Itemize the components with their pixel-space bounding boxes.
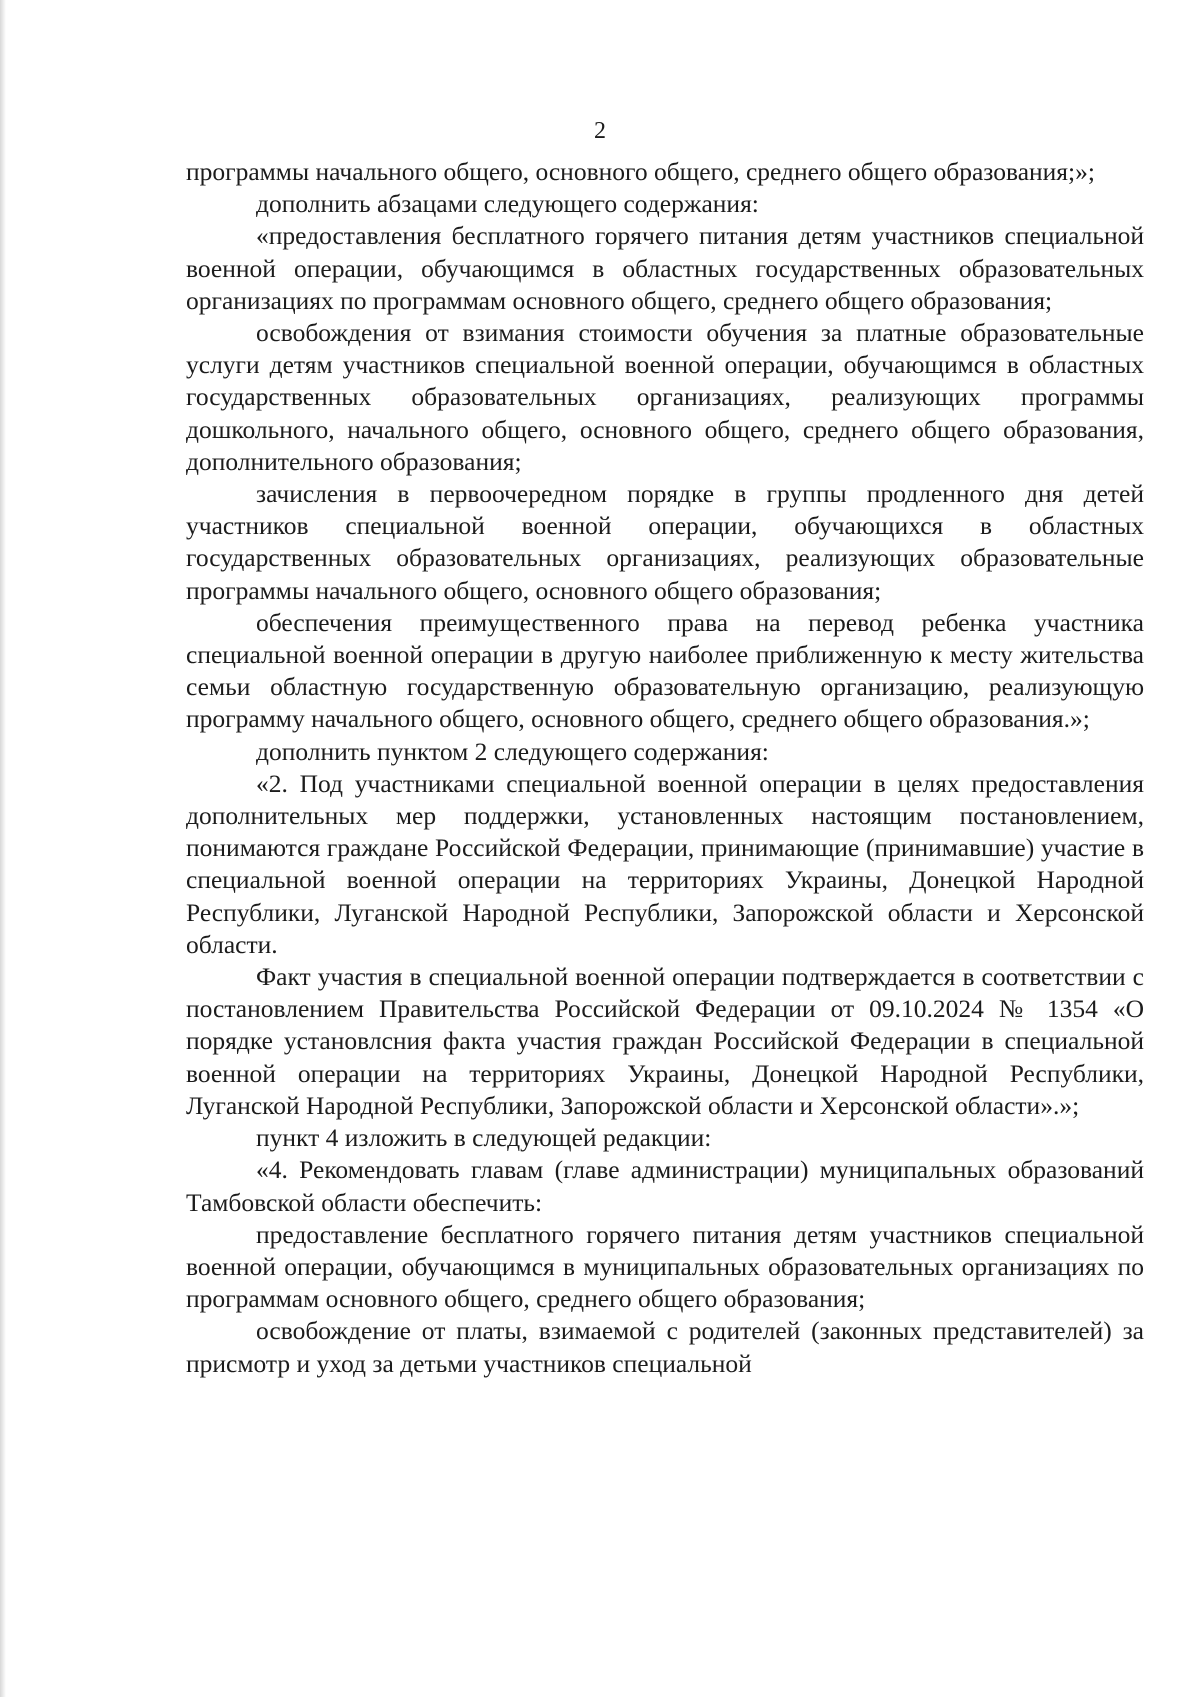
- paragraph: программы начального общего, основного общего, среднего общего образования;»;: [186, 157, 1095, 186]
- paragraph: зачисления в первоочередном порядке в группы продленного дня детей участников специальной военной операции, обучающихся в областных государственных образовательных организациях, реализующих образовательные программы начального общего, основного общего образования;: [186, 479, 1144, 605]
- paragraph: «предоставления бесплатного горячего питания детям участников специальной военной операции, обучающимся в областных государственных образовательных организациях по программам основного общего, среднего общего образования;: [186, 221, 1144, 315]
- paragraph: освобождение от платы, взимаемой с родителей (законных представителей) за присмотр и уход за детьми участников специальной: [186, 1316, 1144, 1378]
- paragraph: обеспечения преимущественного права на перевод ребенка участника специальной военной операции в другую наиболее приближенную к месту жительства семьи областную государственную образовательную организацию, реализующую программу начального общего, основного общего, среднего общего образования.»;: [186, 607, 1144, 734]
- scan-edge: [0, 0, 6, 1697]
- paragraph: дополнить пунктом 2 следующего содержания:: [256, 736, 769, 766]
- paragraph: «4. Рекомендовать главам (главе администрации) муниципальных образований Тамбовской области обеспечить:: [186, 1155, 1144, 1217]
- page-number: 2: [594, 118, 606, 144]
- paragraph: Факт участия в специальной военной операции подтверждается в соответствии с постановлением Правительства Российской Федерации от 09.10.2024 № 1354 «О порядке установлсния факта участия граждан Российской Федерации в специальной военной операции на территориях Украины, Донецкой Народной Республики, Луганской Народной Республики, Запорожской области и Херсонской области».»;: [186, 962, 1144, 1120]
- paragraph: пункт 4 изложить в следующей редакции:: [256, 1123, 712, 1153]
- paragraph: дополнить абзацами следующего содержания:: [256, 189, 759, 219]
- paragraph: освобождения от взимания стоимости обучения за платные образовательные услуги детям участников специальной военной операции, обучающимся в областных государственных образовательных организациях, реализующих программы дошкольного, начального общего, основного общего, среднего общего образования, дополнительного образования;: [186, 318, 1144, 476]
- paragraph: предоставление бесплатного горячего питания детям участников специальной военной операции, обучающимся в муниципальных образовательных организациях по программам основного общего, среднего общего образования;: [186, 1219, 1144, 1314]
- document-body: [186, 156, 1144, 1380]
- paragraph: «2. Под участниками специальной военной операции в целях предоставления дополнительных мер поддержки, установленных настоящим постановлением, понимаются граждане Российской Федерации, принимающие (принимавшие) участие в специальной военной операции на территориях Украины, Донецкой Народной Республики, Луганской Народной Республики, Запорожской области и Херсонской области.: [186, 768, 1144, 959]
